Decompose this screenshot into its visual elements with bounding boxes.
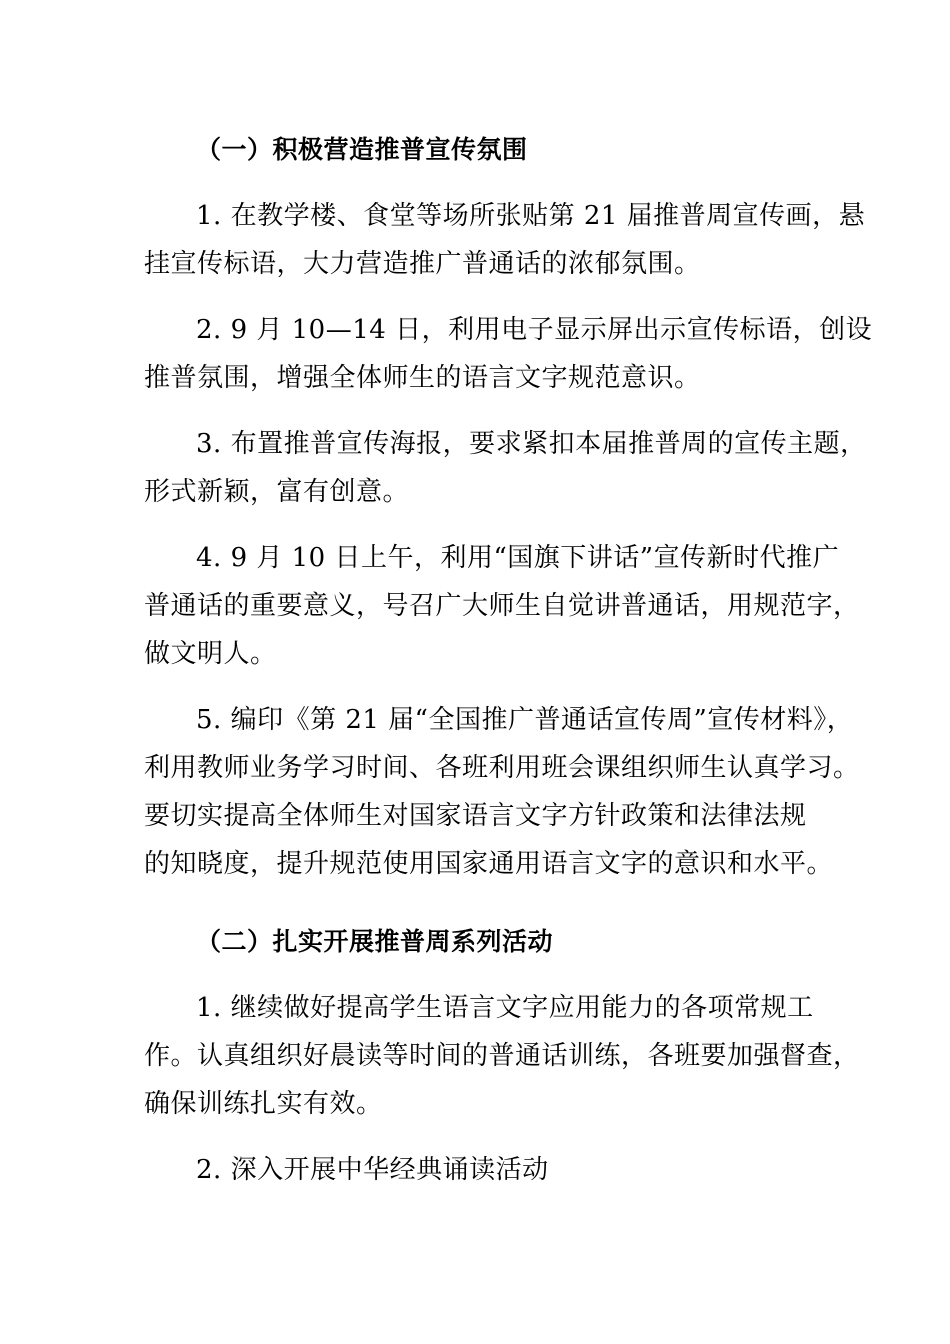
section-1-item-1-line-2: 挂宣传标语，大力营造推广普通话的浓郁氛围。: [144, 249, 701, 279]
section-1-item-3-line-2: 形式新颖，富有创意。: [144, 477, 410, 507]
section-2-item-2-line-1: 2. 深入开展中华经典诵读活动: [196, 1155, 549, 1185]
section-1-item-5-line-1: 5. 编印《第 21 届“全国推广普通话宣传周”宣传材料》，: [196, 705, 854, 735]
section-2-item-1-line-3: 确保训练扎实有效。: [144, 1089, 383, 1119]
section-1-item-5-line-3: 要切实提高全体师生对国家语言文字方针政策和法律法规: [144, 801, 807, 831]
section-1-heading: （一）积极营造推普宣传氛围: [196, 135, 528, 164]
section-1-item-3-line-1: 3. 布置推普宣传海报，要求紧扣本届推普周的宣传主题，: [196, 429, 867, 459]
section-1-item-1-line-1: 1. 在教学楼、食堂等场所张贴第 21 届推普周宣传画，悬: [196, 201, 866, 231]
section-2-heading: （二）扎实开展推普周系列活动: [196, 927, 554, 956]
section-1-item-4-line-1: 4. 9 月 10 日上午，利用“国旗下讲话”宣传新时代推广: [196, 543, 840, 573]
section-2-item-1-line-2: 作。认真组织好晨读等时间的普通话训练，各班要加强督查，: [144, 1041, 860, 1071]
section-1-item-4-line-2: 普通话的重要意义，号召广大师生自觉讲普通话，用规范字，: [144, 591, 860, 621]
section-1-item-2-line-2: 推普氛围，增强全体师生的语言文字规范意识。: [144, 363, 701, 393]
section-1-item-2-line-1: 2. 9 月 10—14 日，利用电子显示屏出示宣传标语，创设: [196, 315, 873, 345]
section-2-item-1-line-1: 1. 继续做好提高学生语言文字应用能力的各项常规工: [196, 993, 814, 1023]
section-1-item-5-line-4: 的知晓度，提升规范使用国家通用语言文字的意识和水平。: [144, 849, 834, 879]
section-1-item-4-line-3: 做文明人。: [144, 639, 277, 669]
section-1-item-5-line-2: 利用教师业务学习时间、各班利用班会课组织师生认真学习。: [144, 753, 860, 783]
